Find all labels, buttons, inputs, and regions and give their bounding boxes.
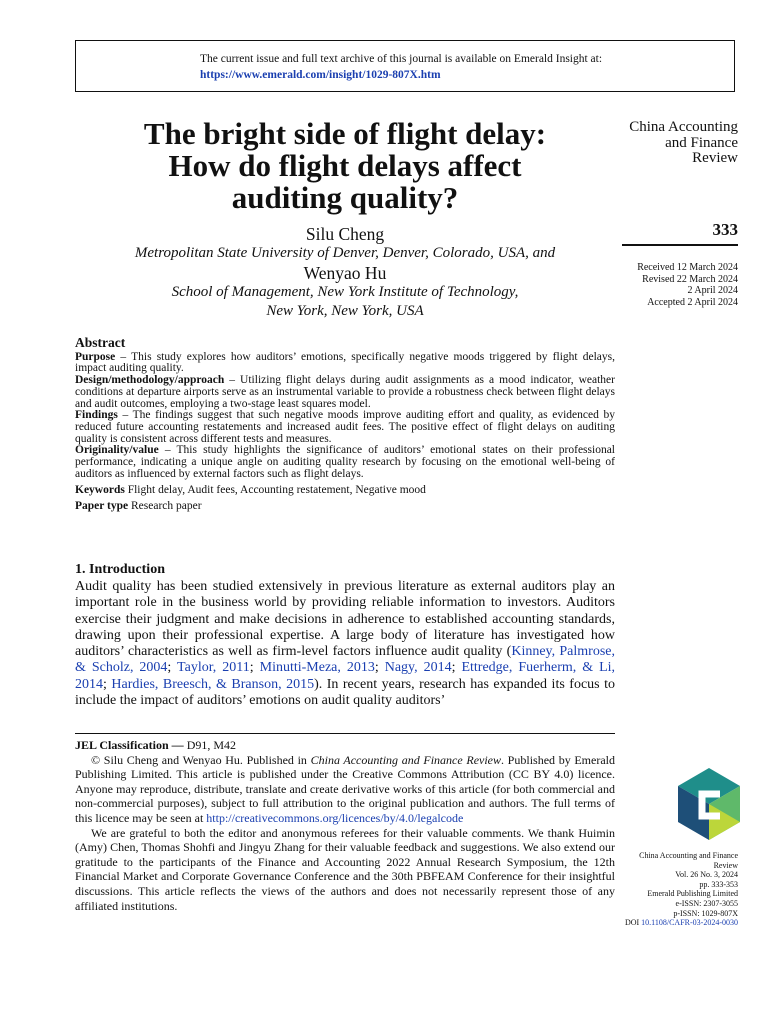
revised-date: Revised 22 March 2024 (642, 273, 738, 285)
affiliation-2-line-2: New York, New York, USA (266, 303, 424, 319)
info-eissn: e-ISSN: 2307-3055 (675, 898, 738, 908)
findings-label: Findings (75, 409, 118, 422)
banner-link[interactable]: https://www.emerald.com/insight/1029-807X.htm (200, 69, 441, 81)
abstract-design (75, 375, 615, 410)
introduction-heading: 1. Introduction (75, 562, 165, 577)
citation-link[interactable]: Taylor, 2011 (177, 660, 250, 676)
paper-type-label: Paper type (75, 500, 129, 513)
info-pissn: p-ISSN: 1029-807X (673, 908, 738, 918)
title-line-3: auditing quality? (231, 180, 459, 215)
received-date: Received 12 March 2024 (637, 262, 738, 273)
abstract-originality (75, 445, 615, 480)
access-banner (75, 40, 735, 92)
revised-date-2: 2 April 2024 (687, 285, 738, 296)
article-history (637, 262, 738, 308)
doi-link[interactable]: 10.1108/CAFR-03-2024-0030 (641, 918, 738, 928)
intro-text-2: ). In recent years, research has expanded its focus to include the impact of auditors’ emotions on audit quality auditors’ (75, 676, 615, 709)
findings-text: – The findings suggest that such negative moods improve auditing effort and quality, as evidenced by reduced future accounting restatements and increased audit fees. The positive effect of flight delays on auditing quality is consistent across different tests and measures. (75, 409, 615, 445)
introduction-section (75, 562, 615, 709)
citation-link[interactable]: Minutti-Meza, 2013 (259, 660, 375, 676)
footnote-divider (75, 733, 615, 734)
affiliation-2-line-1: School of Management, New York Institute of Technology, (171, 284, 519, 300)
doi-label: DOI (624, 918, 640, 928)
page-number: 333 (712, 220, 738, 239)
purpose-text: – This study explores how auditors’ emotions, specifically negative moods triggered by flight delays, impact auditing quality. (75, 350, 615, 375)
title-line-1: The bright side of flight delay: (143, 116, 547, 151)
abstract-heading: Abstract (75, 335, 126, 350)
jel-classification (75, 738, 615, 753)
abstract-section (75, 337, 615, 513)
citation-link[interactable]: Hardies, Breesch, & Branson, 2015 (111, 676, 315, 692)
keywords (75, 485, 615, 497)
copyright-pre: © Silu Cheng and Wenyao Hu. Published in (91, 752, 311, 767)
paper-type-text: Research paper (128, 500, 202, 513)
affiliation-1: Metropolitan State University of Denver, Denver, Colorado, USA, and (134, 245, 556, 261)
journal-name-line-1: China Accounting (629, 119, 738, 135)
copyright-post: . Published by Emerald Publishing Limited. This article is published under the Creative Commons Attribution (CC BY 4.0) licence. Anyone may reproduce, distribute, translate and create derivative works of this article (for both commercial and non-commercial purposes), subject to full attribution to the original publication and authors. The full terms of this licence may be seen at (75, 752, 616, 825)
journal-name (629, 120, 738, 167)
info-pages: pp. 333-353 (699, 879, 738, 889)
author-2: Wenyao Hu (303, 263, 387, 283)
originality-label: Originality/value (75, 444, 159, 457)
info-publisher: Emerald Publishing Limited (647, 889, 738, 899)
abstract-findings (75, 410, 615, 445)
journal-logo-icon (678, 768, 740, 840)
footnote-section (75, 738, 615, 913)
intro-text-1: Audit quality has been studied extensively in previous literature as external auditors play an important role in the business world by providing reliable information to investors. Auditors exercise their judgment and make decisions in adherence to established accounting standards, drawing upon their professional expertise. A large body of literature has investigated how auditors’ characteristics as well as firm-level factors influence audit quality ( (75, 579, 615, 660)
citation-link[interactable]: Ettredge, Fuerherm, & Li, 2014 (75, 660, 616, 692)
citation-link[interactable]: Nagy, 2014 (384, 660, 452, 676)
copyright-journal: China Accounting and Finance Review (310, 752, 502, 767)
article-title (75, 118, 615, 214)
publication-info (625, 851, 738, 928)
info-volume: Vol. 26 No. 3, 2024 (675, 870, 738, 880)
design-label: Design/methodology/approach (75, 374, 225, 387)
paper-type (75, 501, 615, 513)
abstract-purpose (75, 352, 615, 375)
keywords-text: Flight delay, Audit fees, Accounting restatement, Negative mood (124, 484, 426, 497)
originality-text: – This study highlights the significance of auditors’ emotional states on their professional performance, indicating a unique angle on auditing quality research by focusing on the emotional well-being of auditors as influenced by external factors such as flight delays. (75, 444, 615, 480)
purpose-label: Purpose (75, 350, 116, 363)
jel-label: JEL Classification — (75, 738, 184, 752)
citation-link[interactable]: Kinney, Palmrose, & Scholz, 2004 (75, 644, 615, 676)
author-1: Silu Cheng (305, 224, 385, 244)
acknowledgements: We are grateful to both the editor and anonymous referees for their valuable comments. We thank Huimin (Amy) Chen, Thomas Shohfi and Jingyu Zhang for their valuable feedback and suggestions. We also extend our gratitude to the participants of the Finance and Accounting 2022 Annual Research Symposium, the 12th Financial Market and Corporate Governance Conference and the 30th PBFEAM Conference for their insightful discussions. This article reflects the views of the authors and does not necessarily represent those of any affiliated institutions. (75, 825, 615, 913)
jel-codes: D91, M42 (183, 738, 237, 752)
keywords-label: Keywords (75, 484, 125, 497)
title-line-2: How do flight delays affect (168, 148, 522, 183)
affiliation-2 (75, 283, 615, 321)
journal-name-line-3: Review (692, 150, 738, 166)
info-journal-line-2: Review (713, 860, 738, 870)
info-journal-line-1: China Accounting and Finance (639, 851, 738, 860)
licence-link[interactable]: http://creativecommons.org/licences/by/4.0/legalcode (206, 810, 464, 825)
banner-text: The current issue and full text archive of this journal is available on Emerald Insight at: (200, 53, 603, 65)
introduction-paragraph: Audit quality has been studied extensively in previous literature as external auditors play an important role in the business world by providing reliable information to investors. Auditors exercise their judgment and make decisions in adherence to established accounting standards, drawing upon their professional expertise. A large body of literature has investigated how auditors’ characteristics as well as firm-level factors influence audit quality (Kinney, Palmrose, & Scholz, 2004; Taylor, 2011; Minutti-Meza, 2013; Nagy, 2014; Ettredge, Fuerherm, & Li, 2014; Hardies, Breesch, & Branson, 2015). In recent years, research has expanded its focus to include the impact of auditors’ emotions on audit quality auditors’ (75, 579, 616, 709)
accepted-date: Accepted 2 April 2024 (647, 296, 738, 308)
copyright-notice (75, 753, 615, 826)
info-doi (625, 918, 738, 928)
design-text: – Utilizing flight delays during audit assignments as a mood indicator, weather conditions at departure airports serve as an instrumental variable to provide a robustness check between flight delays and audit outcomes, employing a two-stage least squares model. (75, 374, 615, 410)
page-number-rule (622, 244, 738, 246)
journal-name-line-2: and Finance (665, 134, 738, 151)
